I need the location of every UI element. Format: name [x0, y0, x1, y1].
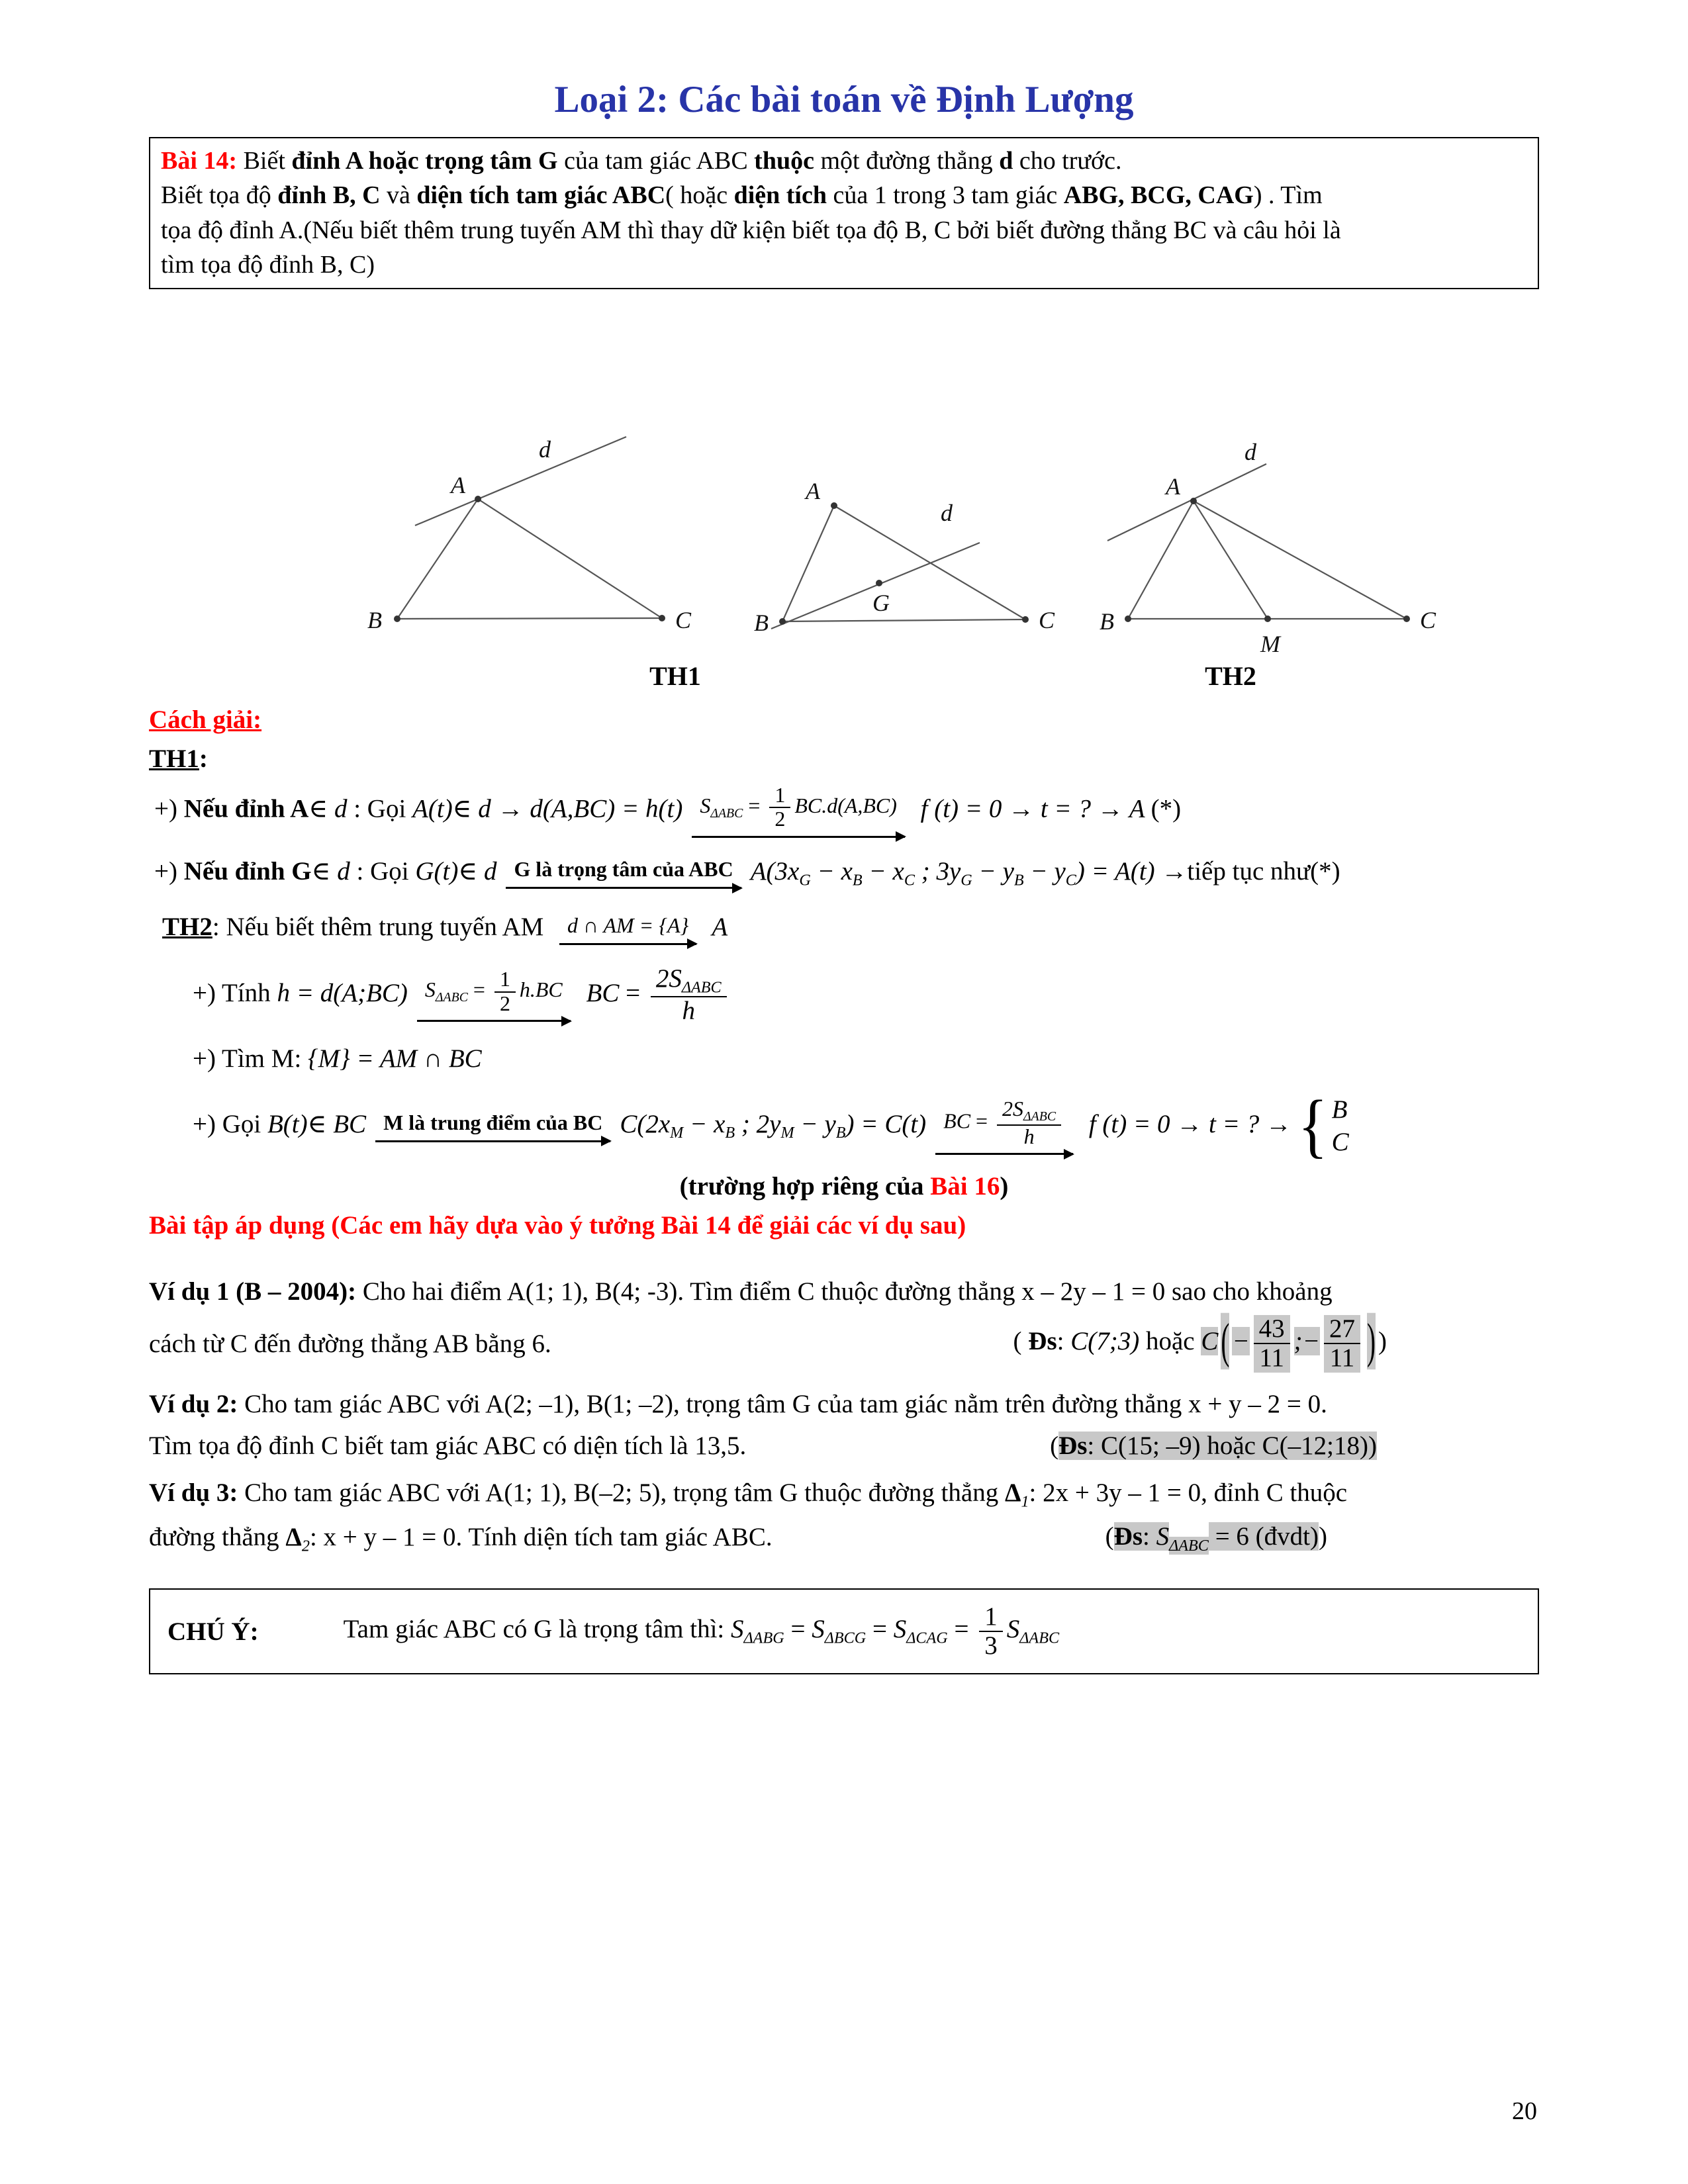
caption-th1: TH1 [649, 660, 701, 691]
example-1 [149, 1273, 1539, 1373]
label-d-3: d [1244, 438, 1256, 465]
label-a-2: A [806, 477, 820, 504]
example-3-line-2 [149, 1519, 1539, 1558]
problem-box-line-1: Bài 14: Biết đỉnh A hoặc trọng tâm G của tam giác ABC thuộc một đường thẳng d cho trước. [161, 147, 1122, 175]
example-3-line-1: Ví dụ 3: Cho tam giác ABC với A(1; 1), B(–2; 5), trọng tâm G thuộc đường thẳng $\Delta_1$: 2x + 3y – 1 = 0, đỉnh C thuộc [149, 1479, 1348, 1511]
example-1-line-2-text: cách từ C đến đường thẳng AB bằng 6. [149, 1329, 551, 1358]
example-2-line-2-text: Tìm tọa độ đỉnh C biết tam giác ABC có diện tích là 13,5. [149, 1431, 747, 1460]
problem-box-line-3: tọa độ đỉnh A.(Nếu biết thêm trung tuyến AM thì thay dữ kiện biết tọa độ B, C bởi biết đường thẳng BC và câu hỏi là [161, 216, 1341, 244]
point-m-3 [1264, 615, 1271, 622]
example-1-answer: ( Đs: C(7;3) hoặc C ( − $\frac{43}{11}$ ;− $\frac{27}{11}$ ) ) [1013, 1314, 1387, 1373]
edge-ac-3 [1194, 501, 1407, 619]
label-b-3: B [1100, 608, 1114, 635]
label-d-1: d [539, 435, 551, 463]
case-th2-heading: TH2: Nếu biết thêm trung tuyến AM d ∩ AM = {A} A [149, 912, 1539, 944]
edge-bc-1 [397, 618, 662, 619]
triangle-figure-2 [771, 506, 1025, 629]
example-1-line-2 [149, 1315, 1539, 1372]
problem-box [149, 137, 1539, 289]
problem-box-line-4: tìm tọa độ đỉnh B, C) [161, 251, 375, 279]
label-m-3: M [1260, 630, 1280, 657]
point-g-2 [876, 580, 882, 586]
label-a-3: A [1166, 473, 1180, 500]
label-b-2: B [754, 609, 769, 636]
practice-heading: Bài tập áp dụng (Các em hãy dựa vào ý tưởng Bài 14 để giải các ví dụ sau) [149, 1210, 966, 1240]
solution-line-vertex-a: +) Nếu đỉnh A∈ d : Gọi A(t)∈ d → d(A,BC) = h(t) $S_{\Delta ABC}$ = $\frac{1}{2}$ BC.d(A,BC) f (t) = 0 → t = ? → A (*) [149, 784, 1539, 838]
note-box [149, 1588, 1539, 1674]
solution-line-param-b: +) Gọi B(t)∈ BC M là trung điểm của BC $C(2x_M - x_B$ ; $2y_M - y_B) = C(t)$ BC = $\frac{2S_{\Delta ABC}}{h}$ f (t) = 0 → t = ? → { B C [193, 1087, 1349, 1166]
triangle-figure-3 [1107, 464, 1407, 619]
edge-ab-2 [782, 506, 834, 621]
point-a-1 [475, 496, 481, 502]
caption-th2: TH2 [1205, 660, 1256, 691]
edge-ab-1 [397, 499, 478, 619]
example-1-line-1: Ví dụ 1 (B – 2004): Cho hai điểm A(1; 1), B(4; -3). Tìm điểm C thuộc đường thẳng x – 2y – 1 = 0 sao cho khoảng [149, 1277, 1333, 1306]
edge-ac-2 [834, 506, 1025, 619]
solution-line-centroid-g: +) Nếu đỉnh G∈ d : Gọi G(t)∈ d G là trọng tâm của ABC $A(3x_G - x_B - x_C$ ; $3y_G - y_B - y_C) = A(t)$ →tiếp tục như(*) [154, 856, 1340, 889]
example-3-line-2-text: đường thẳng $\Delta_2$: x + y – 1 = 0. Tính diện tích tam giác ABC. [149, 1523, 773, 1555]
solution-line-height: +) Tính h = d(A;BC) $S_{\Delta ABC}$ = $\frac{1}{2}$ h.BC BC = $\frac{2S_{\Delta ABC}}{h}$ [149, 965, 1539, 1026]
example-2-answer: (Đs: C(15; –9) hoặc C(–12;18)) [1050, 1432, 1377, 1461]
median-am-3 [1194, 501, 1268, 619]
edge-ac-1 [478, 499, 662, 618]
example-3-answer: (Đs: $S_{\Delta ABC} = 6$ (đvdt)) [1105, 1522, 1327, 1555]
point-b-1 [394, 615, 400, 622]
example-2-line-2 [149, 1428, 1539, 1464]
point-c-1 [659, 615, 665, 621]
label-c-1: C [675, 606, 692, 633]
point-a-3 [1190, 498, 1197, 504]
note-box-content: Tam giác ABC có G là trọng tâm thì: $S_{\Delta ABG} = S_{\Delta BCG} = S_{\Delta CAG}$ = $\frac{1}{3}$ $S_{\Delta ABC}$ [343, 1602, 1060, 1661]
edge-bc-2 [782, 619, 1025, 621]
note-box-label: CHÚ Ý: [167, 1617, 259, 1646]
triangle-figure-1 [397, 437, 662, 619]
edge-ab-3 [1128, 501, 1194, 619]
point-c-3 [1403, 615, 1410, 622]
label-d-2: d [941, 499, 953, 526]
label-g-2: G [872, 589, 890, 616]
label-a-1: A [451, 471, 465, 498]
point-b-3 [1125, 615, 1131, 622]
example-2-line-1: Ví dụ 2: Cho tam giác ABC với A(2; –1), B(1; –2), trọng tâm G của tam giác nằm trên đường thẳng x + y – 2 = 0. [149, 1389, 1327, 1418]
triangle-figures-svg [149, 400, 1539, 692]
page-number: 20 [1512, 2097, 1537, 2125]
point-a-2 [831, 502, 837, 509]
special-case-note: (trường hợp riêng của Bài 16) [679, 1171, 1009, 1201]
solution-line-find-m: +) Tìm M: {M} = AM ∩ BC [193, 1044, 482, 1073]
label-c-2: C [1039, 606, 1055, 633]
point-c-2 [1022, 616, 1029, 623]
label-b-1: B [367, 606, 382, 633]
point-b-2 [779, 618, 786, 625]
solution-method-heading: Cách giải: [149, 705, 262, 734]
problem-box-line-2: Biết tọa độ đỉnh B, C và diện tích tam giác ABC( hoặc diện tích của 1 trong 3 tam giác ABG, BCG, CAG) . Tìm [161, 181, 1323, 210]
figures-row [149, 400, 1539, 692]
example-3 [149, 1475, 1539, 1558]
case-th1-heading: TH1: [149, 744, 208, 773]
example-2 [149, 1386, 1539, 1465]
label-c-3: C [1420, 606, 1436, 633]
page-title: Loại 2: Các bài toán về Định Lượng [554, 79, 1134, 120]
line-d-3 [1107, 464, 1266, 541]
line-d-1 [415, 437, 626, 525]
